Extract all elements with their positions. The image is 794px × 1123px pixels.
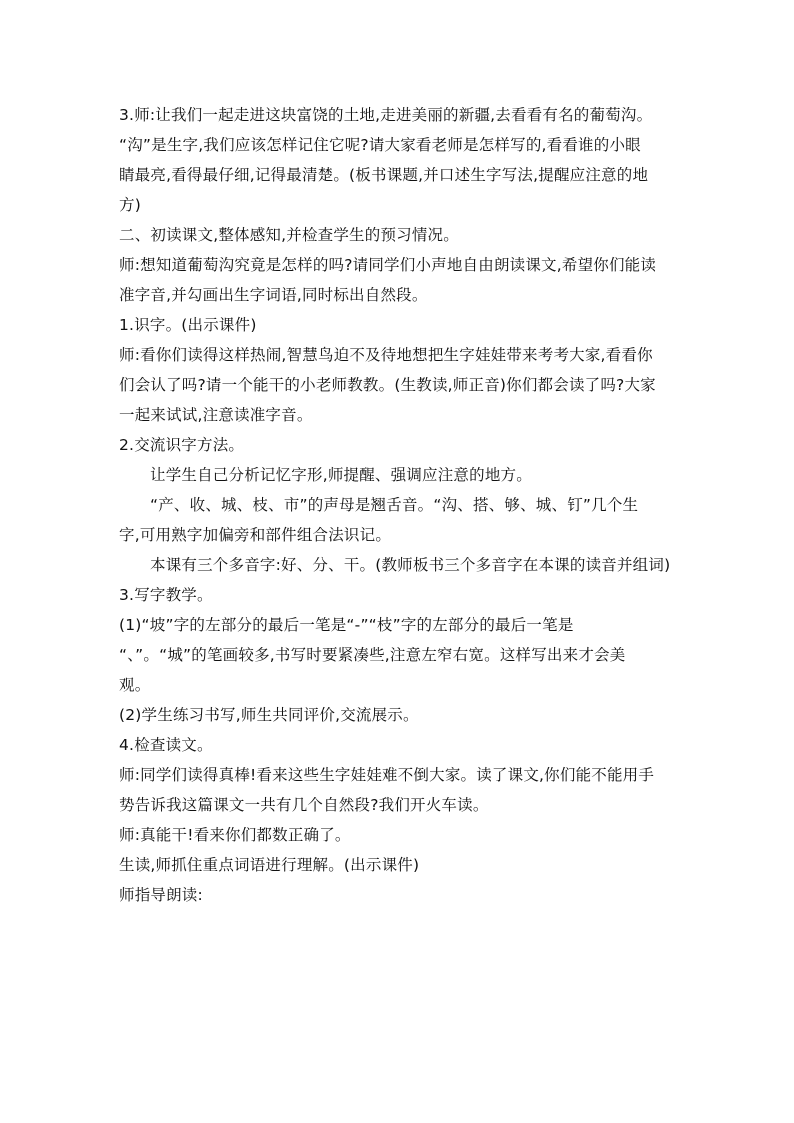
text-line: 师:同学们读得真棒!看来这些生字娃娃难不倒大家。读了课文,你们能不能用手: [119, 766, 655, 784]
text-line: “沟”是生字,我们应该怎样记住它呢?请大家看老师是怎样写的,看看谁的小眼: [119, 136, 641, 154]
text-line: 生读,师抓住重点词语进行理解。(出示课件): [119, 856, 420, 874]
text-line: 师:真能干!看来你们都数正确了。: [119, 826, 351, 844]
text-line: 4.检查读文。: [119, 736, 213, 754]
text-line: 3.师:让我们一起走进这块富饶的土地,走进美丽的新疆,去看看有名的葡萄沟。: [119, 106, 653, 124]
text-line: “、”。“城”的笔画较多,书写时要紧凑些,注意左窄右宽。这样写出来才会美: [119, 646, 626, 664]
text-line: 一起来试试,注意读准字音。: [119, 406, 313, 424]
text-line: 观。: [119, 676, 151, 694]
text-line: 让学生自己分析记忆字形,师提醒、强调应注意的地方。: [150, 466, 532, 484]
text-line: 字,可用熟字加偏旁和部件组合法识记。: [119, 526, 392, 544]
text-line: 准字音,并勾画出生字词语,同时标出自然段。: [119, 286, 428, 304]
text-line: 3.写字教学。: [119, 586, 213, 604]
text-line: 本课有三个多音字:好、分、干。(教师板书三个多音字在本课的读音并组词): [150, 556, 671, 574]
text-line: 师:看你们读得这样热闹,智慧鸟迫不及待地想把生字娃娃带来考考大家,看看你: [119, 346, 653, 364]
text-line: 势告诉我这篇课文一共有几个自然段?我们开火车读。: [119, 796, 489, 814]
document-body: [119, 100, 679, 910]
text-line: 睛最亮,看得最仔细,记得最清楚。(板书课题,并口述生字写法,提醒应注意的地: [119, 166, 649, 184]
text-line: 们会认了吗?请一个能干的小老师教教。(生教读,师正音)你们都会读了吗?大家: [119, 376, 656, 394]
text-line: 方): [119, 196, 141, 214]
text-line: “产、收、城、枝、市”的声母是翘舌音。“沟、搭、够、城、钉”几个生: [150, 496, 639, 514]
text-line: 师:想知道葡萄沟究竟是怎样的吗?请同学们小声地自由朗读课文,希望你们能读: [119, 256, 657, 274]
text-line: (1)“坡”字的左部分的最后一笔是“-”“枝”字的左部分的最后一笔是: [119, 616, 574, 634]
text-line: 2.交流识字方法。: [119, 436, 245, 454]
text-line: 师指导朗读:: [119, 886, 203, 904]
text-line: 1.识字。(出示课件): [119, 316, 257, 334]
text-line: (2)学生练习书写,师生共同评价,交流展示。: [119, 706, 419, 724]
text-line: 二、初读课文,整体感知,并检查学生的预习情况。: [119, 226, 459, 244]
